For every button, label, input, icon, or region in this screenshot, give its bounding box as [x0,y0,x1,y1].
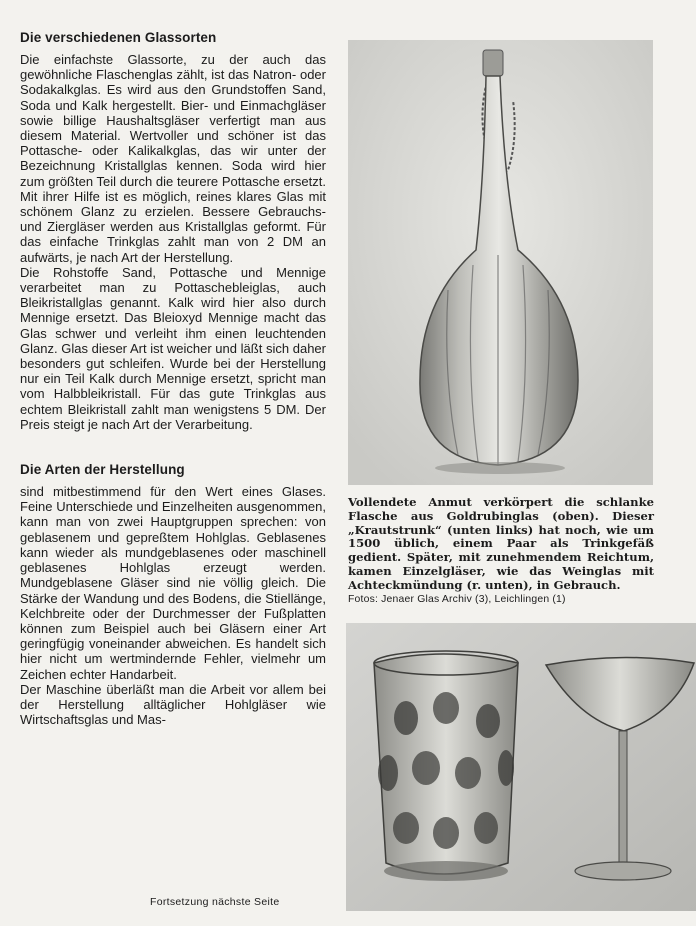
paragraph: Der Maschine überläßt man die Arbeit vor allem bei der Herstellung alltäglicher Hohlgläser wie Wirtschaftsglas und Mas- [20,681,326,728]
continuation-note: Fortsetzung nächste Seite [150,896,280,908]
photo-bottle [348,40,653,485]
photo-caption: Vollendete Anmut verkörpert die schlanke Flasche aus Goldrubinglas (oben). Dieser „Krautstrunk“ (unten links) hat noch, wie um 1500 üblich, einem Paar als Trinkgefäß gedient. Später, mit zunehmendem Reichtum, kamen Einzelgläser, wie das Weinglas mit Achteckmündung (r. unten), in Gebrauch. [348,495,654,592]
text-column [20,30,326,727]
paragraph: Die Rohstoffe Sand, Pottasche und Mennige verarbeitet man zu Pottaschebleiglas, auch Bleikristallglas genannt. Kalk wird hier also durch Mennige ersetzt. Das Bleioxyd Mennige macht das Glas schwer und verleiht ihm einen leuchtenden Glanz. Glas dieser Art ist weicher und läßt sich daher besonders gut schleifen. Wurde bei der Herstellung nur ein Teil Kalk durch Mennige ersetzt, spricht man vom Halbbleikristall. Für das gute Trinkglas aus echtem Bleikristall zahlt man wenigstens 5 DM. Der Preis steigt je nach Art der Verarbeitung. [20,264,326,432]
paragraph: sind mitbestimmend für den Wert eines Glases. Feine Unterschiede und Einzelheiten ausgenommen, kann man von zwei Hauptgruppen sprechen: von geblasenem und gepreßtem Hohlglas. Geblasenes kann wieder als mundgeblasenes oder maschinell geblasenes Hohlglas erzeugt werden. Mundgeblasene Gläser sind nie völlig gleich. Die Stärke der Wandung und des Bodens, die Stiellänge, Kelchbreite oder der Durchmesser der Fußplatten können zum Beispiel auch bei Gläsern einer Art geringfügig voneinander abweichen. Es handelt sich hier nicht um wertmindernde Fehler, vielmehr um Zeichen echter Handarbeit. [20,484,326,682]
photo-glasses [346,623,696,911]
paragraph: Die einfachste Glassorte, zu der auch das gewöhnliche Flaschenglas zählt, ist das Natron- oder Sodakalkglas. Es wird aus den Grundstoffen Sand, Soda und Kalk hergestellt. Bier- und Einmachgläser sowie billige Haushaltsgläser verfertigt man aus diesem Material. Wertvoller und schöner ist das Pottasche- oder Kalikalkglas, das wir unter der Bezeichnung Kristallglas kennen. Soda wird hier zum größten Teil durch die teurere Pottasche ersetzt. Mit ihrer Hilfe ist es möglich, reines klares Glas mit schönem Glanz zu erzielen. Bessere Gebrauchs- und Ziergläser werden aus Kristallglas geformt. Für das einfache Trinkglas zahlt man von 2 DM an aufwärts, je nach Art der Herstellung. [20,52,326,265]
heading-glass-types: Die verschiedenen Glassorten [20,30,217,45]
heading-production: Die Arten der Herstellung [20,462,185,478]
photo-credit: Fotos: Jenaer Glas Archiv (3), Leichlingen (1) [348,594,566,605]
